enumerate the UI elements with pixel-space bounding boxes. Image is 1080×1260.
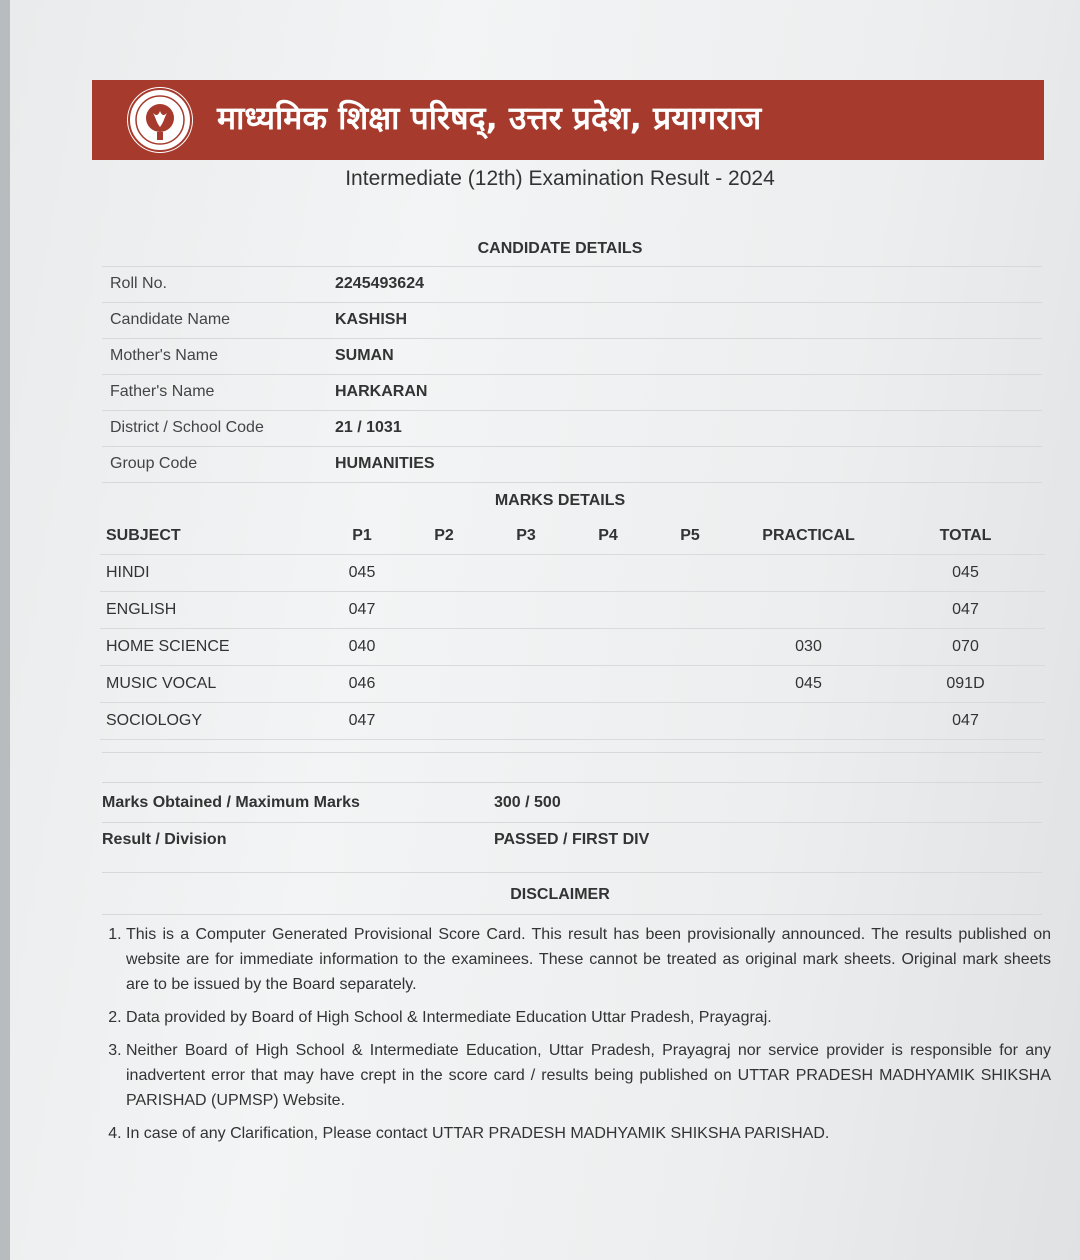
divider bbox=[102, 822, 1042, 823]
p3-cell bbox=[485, 703, 567, 740]
p1-cell: 047 bbox=[321, 703, 403, 740]
field-value: HARKARAN bbox=[335, 383, 428, 400]
p3-cell bbox=[485, 629, 567, 666]
divider bbox=[102, 410, 1042, 411]
p1-cell: 046 bbox=[321, 666, 403, 703]
result-sheet bbox=[10, 0, 1080, 1260]
column-header-p1: P1 bbox=[321, 518, 403, 555]
exam-title: Intermediate (12th) Examination Result - 2024 bbox=[345, 167, 775, 190]
practical-cell bbox=[731, 703, 886, 740]
table-row bbox=[100, 555, 1045, 592]
disclaimer-heading: DISCLAIMER bbox=[510, 886, 610, 903]
p5-cell bbox=[649, 666, 731, 703]
column-header-p2: P2 bbox=[403, 518, 485, 555]
disclaimer-item: 1. This is a Computer Generated Provisional Score Card. This result has been provisionally announced. The results published on website are for immediate information to the examinees. These cannot be treated as original mark sheets. Original mark sheets are to be issued by the Board separately. bbox=[126, 922, 1051, 997]
p4-cell bbox=[567, 592, 649, 629]
p3-cell bbox=[485, 666, 567, 703]
p3-cell bbox=[485, 555, 567, 592]
column-header-total: TOTAL bbox=[886, 518, 1045, 555]
p4-cell bbox=[567, 703, 649, 740]
p5-cell bbox=[649, 555, 731, 592]
divider bbox=[102, 482, 1042, 483]
p5-cell bbox=[649, 592, 731, 629]
disclaimer-item: 4. In case of any Clarification, Please contact UTTAR PRADESH MADHYAMIK SHIKSHA PARISHAD. bbox=[126, 1121, 1051, 1146]
divider bbox=[102, 446, 1042, 447]
marks-table bbox=[100, 518, 1045, 740]
table-row bbox=[100, 666, 1045, 703]
practical-cell bbox=[731, 592, 886, 629]
field-label: Candidate Name bbox=[110, 311, 231, 328]
divider bbox=[102, 782, 1042, 783]
column-header-practical: PRACTICAL bbox=[731, 518, 886, 555]
field-value: KASHISH bbox=[335, 311, 408, 328]
divider bbox=[102, 266, 1042, 267]
total-cell: 047 bbox=[886, 703, 1045, 740]
p5-cell bbox=[649, 629, 731, 666]
board-emblem-icon bbox=[127, 87, 193, 153]
marks-obtained-label: Marks Obtained / Maximum Marks bbox=[102, 794, 360, 811]
p1-cell: 045 bbox=[321, 555, 403, 592]
p2-cell bbox=[403, 592, 485, 629]
divider bbox=[102, 374, 1042, 375]
column-header-p5: P5 bbox=[649, 518, 731, 555]
table-header-row bbox=[100, 518, 1045, 555]
marks-details-heading: MARKS DETAILS bbox=[494, 492, 626, 509]
disclaimer-item: 2. Data provided by Board of High School & Intermediate Education Uttar Pradesh, Prayagraj. bbox=[126, 1005, 1051, 1030]
p2-cell bbox=[403, 555, 485, 592]
disclaimer-item: 3. Neither Board of High School & Intermediate Education, Uttar Pradesh, Prayagraj nor service provider is responsible for any inadvertent error that may have crept in the score card / results being published on UTTAR PRADESH MADHYAMIK SHIKSHA PARISHAD (UPMSP) Website. bbox=[126, 1038, 1051, 1113]
p1-cell: 040 bbox=[321, 629, 403, 666]
candidate-details-heading: CANDIDATE DETAILS bbox=[477, 240, 643, 257]
total-cell: 070 bbox=[886, 629, 1045, 666]
practical-cell: 030 bbox=[731, 629, 886, 666]
field-label: Father's Name bbox=[110, 383, 215, 400]
p4-cell bbox=[567, 629, 649, 666]
field-label: District / School Code bbox=[110, 419, 264, 436]
subject-cell: ENGLISH bbox=[100, 592, 321, 629]
p1-cell: 047 bbox=[321, 592, 403, 629]
table-row bbox=[100, 703, 1045, 740]
field-value: SUMAN bbox=[335, 347, 394, 364]
table-row bbox=[100, 592, 1045, 629]
p4-cell bbox=[567, 666, 649, 703]
table-row bbox=[100, 629, 1045, 666]
subject-cell: HOME SCIENCE bbox=[100, 629, 321, 666]
divider bbox=[102, 914, 1042, 915]
marks-obtained-value: 300 / 500 bbox=[494, 794, 561, 811]
column-header-p4: P4 bbox=[567, 518, 649, 555]
practical-cell: 045 bbox=[731, 666, 886, 703]
subject-cell: MUSIC VOCAL bbox=[100, 666, 321, 703]
p4-cell bbox=[567, 555, 649, 592]
practical-cell bbox=[731, 555, 886, 592]
header-banner bbox=[92, 80, 1044, 160]
subject-cell: SOCIOLOGY bbox=[100, 703, 321, 740]
p2-cell bbox=[403, 666, 485, 703]
divider bbox=[102, 872, 1042, 873]
total-cell: 045 bbox=[886, 555, 1045, 592]
p2-cell bbox=[403, 703, 485, 740]
disclaimer-list bbox=[102, 922, 1051, 1154]
total-cell: 091D bbox=[886, 666, 1045, 703]
result-value: PASSED / FIRST DIV bbox=[494, 831, 650, 848]
board-name: माध्यमिक शिक्षा परिषद्, उत्तर प्रदेश, प्रयागराज bbox=[217, 99, 762, 137]
divider bbox=[102, 752, 1042, 753]
subject-cell: HINDI bbox=[100, 555, 321, 592]
total-cell: 047 bbox=[886, 592, 1045, 629]
column-header-p3: P3 bbox=[485, 518, 567, 555]
field-value: 21 / 1031 bbox=[335, 419, 402, 436]
field-value: HUMANITIES bbox=[335, 455, 435, 472]
result-label: Result / Division bbox=[102, 831, 227, 848]
field-label: Mother's Name bbox=[110, 347, 218, 364]
p2-cell bbox=[403, 629, 485, 666]
field-label: Group Code bbox=[110, 455, 198, 472]
p3-cell bbox=[485, 592, 567, 629]
field-label: Roll No. bbox=[110, 275, 167, 292]
field-value: 2245493624 bbox=[335, 275, 424, 292]
p5-cell bbox=[649, 703, 731, 740]
divider bbox=[102, 338, 1042, 339]
divider bbox=[102, 302, 1042, 303]
column-header-subject: SUBJECT bbox=[100, 518, 321, 555]
